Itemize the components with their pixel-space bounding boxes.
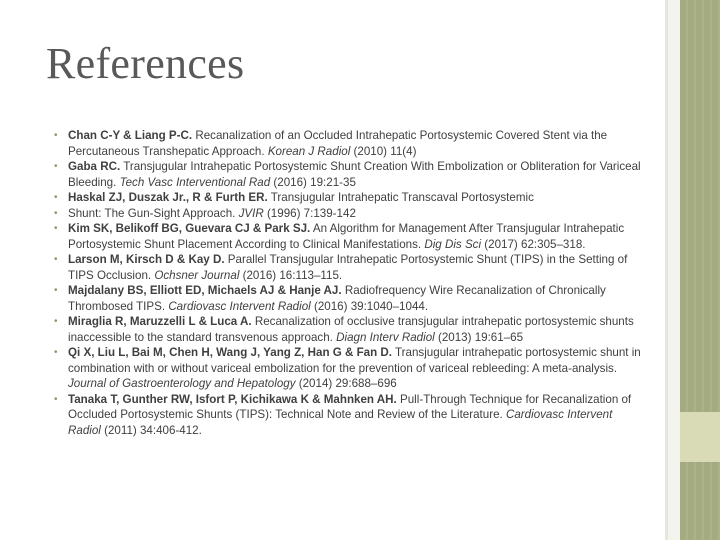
bullet-icon: • [54, 316, 58, 327]
reference-citation: (2014) 29:688–696 [295, 377, 397, 390]
reference-item [54, 206, 644, 222]
reference-title: Recanalization of an Occluded Intrahepatic Portosystemic Covered Stent via the Percutaneous Transhepatic Approach. [68, 129, 608, 158]
reference-authors: Miraglia R, Maruzzelli L & Luca A. [68, 315, 252, 328]
reference-list [54, 128, 644, 438]
reference-citation: (2010) 11(4) [350, 144, 417, 158]
reference-journal: Korean J Radiol [267, 144, 351, 158]
reference-journal: JVIR [238, 206, 264, 220]
reference-item [54, 345, 644, 392]
bullet-icon: • [54, 207, 58, 219]
reference-title: An Algorithm for Management After Transjugular Intrahepatic Portosystemic Shunt Placement According to Clinical Manifestations. [68, 222, 625, 251]
slide-title: References [46, 39, 245, 88]
reference-authors: Haskal ZJ, Duszak Jr., R & Furth ER. [68, 191, 268, 204]
reference-citation: (2016) 16:113–115. [239, 268, 343, 282]
reference-journal: Tech Vasc Interventional Rad [119, 175, 271, 189]
decorative-band-light [668, 0, 680, 540]
reference-item [54, 392, 644, 439]
reference-authors: Kim SK, Belikoff BG, Guevara CJ & Park SJ. [68, 222, 311, 235]
bullet-icon: • [54, 130, 58, 141]
reference-citation: (2013) 19:61–65 [434, 330, 524, 344]
reference-journal: Ochsner Journal [154, 268, 240, 282]
reference-authors: Larson M, Kirsch D & Kay D. [68, 253, 225, 266]
bullet-icon: • [54, 285, 58, 296]
reference-citation: (1996) 7:139-142 [263, 206, 356, 220]
reference-authors: Tanaka T, Gunther RW, Isfort P, Kichikawa K & Mahnken AH. [68, 392, 397, 406]
reference-citation: (2017) 62:305–318. [481, 237, 586, 251]
reference-title: Transjugular Intrahepatic Transcaval Portosystemic [267, 191, 534, 204]
reference-item [54, 190, 644, 206]
reference-journal: Cardiovasc Intervent Radiol [168, 299, 311, 313]
bullet-icon: • [54, 161, 58, 172]
bullet-icon: • [54, 347, 58, 358]
reference-journal: Cardiovasc Intervent Radiol [68, 408, 613, 437]
bullet-icon: • [54, 393, 58, 405]
bullet-icon: • [54, 254, 58, 265]
reference-item [54, 252, 644, 283]
reference-authors: Majdalany BS, Elliott ED, Michaels AJ & Hanje AJ. [68, 284, 342, 297]
reference-journal: Diagn Interv Radiol [336, 330, 435, 344]
reference-title: Pull-Through Technique for Recanalization of Occluded Portosystemic Shunts (TIPS): Technical Note and Review of the Literature. [68, 392, 632, 421]
bullet-icon: • [54, 223, 58, 234]
reference-authors: Qi X, Liu L, Bai M, Chen H, Wang J, Yang Z, Han G & Fan D. [68, 346, 393, 359]
reference-item [54, 314, 644, 345]
reference-title: Transjugular intrahepatic portosystemic shunt in combination with or without variceal embolization for the prevention of variceal rebleeding: A meta-analysis. [68, 346, 641, 375]
bullet-icon: • [54, 192, 58, 203]
reference-citation: (2011) 34:406-412. [100, 423, 202, 437]
reference-item [54, 283, 644, 314]
reference-authors: Chan C-Y & Liang P-C. [68, 129, 193, 142]
decorative-accent-block [680, 412, 720, 462]
reference-journal: Journal of Gastroenterology and Hepatology [68, 377, 296, 390]
reference-item [54, 159, 644, 190]
reference-item [54, 128, 644, 159]
reference-citation: (2016) 19:21-35 [270, 175, 356, 189]
reference-title: Radiofrequency Wire Recanalization of Chronically Thrombosed TIPS. [68, 284, 606, 313]
reference-citation: (2016) 39:1040–1044. [310, 299, 429, 313]
reference-title: Shunt: The Gun-Sight Approach. [68, 206, 239, 220]
reference-title: Parallel Transjugular Intrahepatic Portosystemic Shunt (TIPS) in the Setting of TIPS Occlusion. [68, 253, 628, 282]
reference-authors: Gaba RC. [68, 160, 121, 173]
reference-title: Recanalization of occlusive transjugular intrahepatic portosystemic shunts inaccessible to the standard transvenous approach. [68, 315, 634, 344]
reference-journal: Dig Dis Sci [424, 237, 482, 251]
reference-title: Transjugular Intrahepatic Portosystemic Shunt Creation With Embolization or Obliteration for Variceal Bleeding. [68, 160, 641, 189]
reference-item [54, 221, 644, 252]
